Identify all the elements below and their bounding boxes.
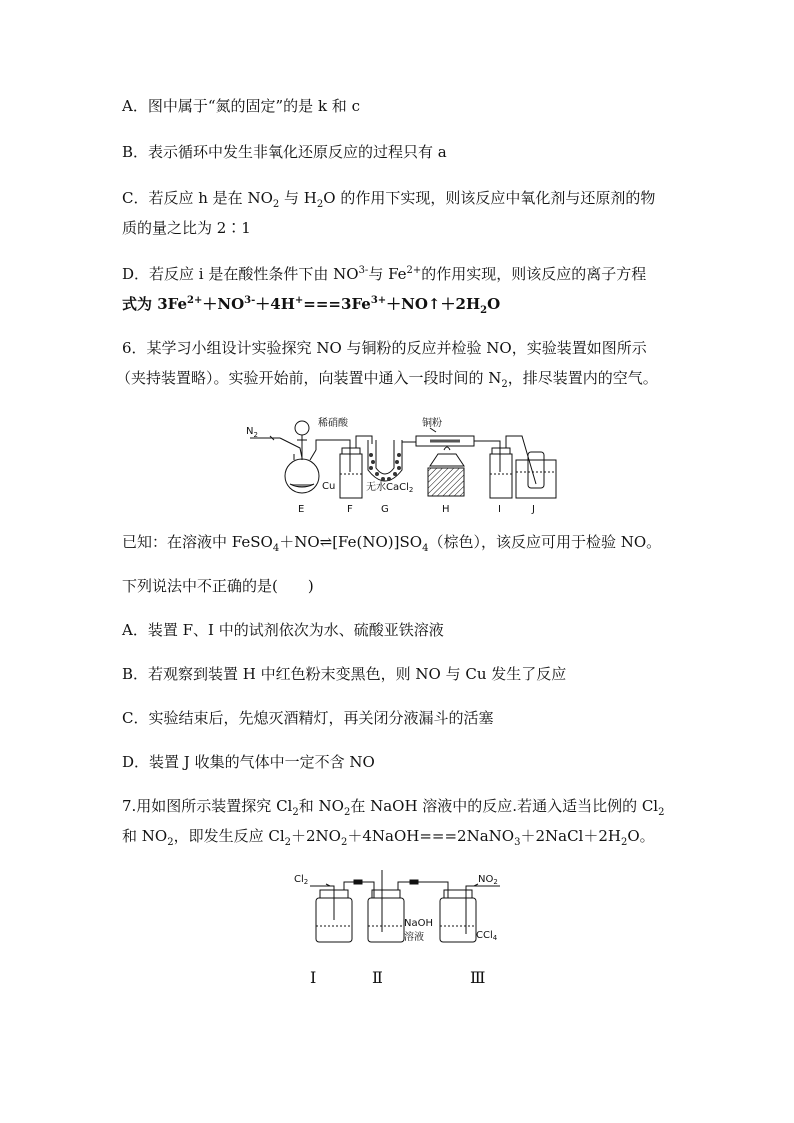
connector-1: [354, 880, 362, 884]
superscript: 2+: [187, 295, 203, 306]
q7-stem-line2: [122, 826, 655, 846]
label-bottle-3: Ⅲ: [470, 970, 486, 987]
text: 式为 3Fe: [122, 295, 188, 313]
subscript: 2: [340, 837, 348, 848]
subscript: 2: [284, 837, 291, 848]
q6-option-a: A．装置 F、I 中的试剂依次为水、硫酸亚铁溶液: [122, 621, 444, 639]
label-cl2: $Cl_2$: [294, 874, 309, 886]
label-f: F: [347, 504, 353, 515]
tube-2-to-3: [398, 882, 448, 898]
q7-apparatus-diagram: [290, 868, 510, 948]
subscript: 2: [658, 807, 665, 818]
text: O: [487, 295, 501, 313]
subscript: 4: [272, 543, 280, 554]
text: ＋4NaOH===2NaNO: [347, 827, 515, 845]
q6-known: [122, 532, 661, 552]
subscript: 2: [167, 837, 174, 848]
label-i: I: [498, 504, 501, 515]
subscript: 2: [272, 199, 280, 210]
text: 的作用实现，则该反应的离子方程: [421, 265, 647, 283]
label-bottle-1: Ⅰ: [310, 970, 317, 987]
label-h: H: [442, 504, 450, 515]
text: ===3Fe: [303, 295, 371, 313]
text: （棕色），该反应可用于检验 NO。: [428, 533, 662, 551]
u-tube-g-inner: [376, 440, 394, 474]
q6-option-c: C．实验结束后，先熄灭酒精灯，再关闭分液漏斗的活塞: [122, 709, 494, 727]
dropping-funnel: [295, 421, 309, 435]
bottle-2-stopper: [372, 890, 400, 898]
q6-stem-line2: [116, 368, 658, 388]
flask-e: [285, 459, 319, 493]
subscript: 2: [316, 199, 324, 210]
flask-e-side-neck: [310, 450, 316, 460]
text: D．若反应 i 是在酸性条件下由 NO: [122, 265, 359, 283]
text: 已知：在溶液中 FeSO: [122, 533, 273, 551]
text: 与 H: [279, 189, 317, 207]
text: ＋NO↑＋2H: [386, 295, 481, 313]
tube-e-to-f: [316, 440, 350, 472]
superscript: 2+: [406, 265, 422, 276]
q5-option-d-line1: [122, 264, 646, 284]
subscript: 4: [422, 543, 429, 554]
q5-option-a: A．图中属于“氮的固定”的是 k 和 c: [122, 97, 360, 115]
label-dilute-nitric-acid: 稀硝酸: [318, 418, 348, 429]
alcohol-lamp-flame-shield: [430, 454, 464, 466]
q5-option-d-line2: [122, 294, 500, 314]
q6-stem-line1: 6．某学习小组设计实验探究 NO 与铜粉的反应并检验 NO，实验装置如图所示: [122, 339, 647, 357]
q5-option-b: B．表示循环中发生非氧化还原反应的过程只有 a: [122, 143, 447, 161]
label-e: E: [298, 504, 305, 515]
q7-stem-line1: [122, 796, 664, 816]
text: C．若反应 h 是在 NO: [122, 189, 273, 207]
bottle-3: [440, 898, 476, 942]
bottle-i-stopper: [492, 448, 510, 454]
label-n2: $N_2$: [246, 426, 258, 439]
label-bottle-2: Ⅱ: [372, 970, 383, 987]
text: 在 NaOH 溶液中的反应.若通入适当比例的 Cl: [350, 797, 659, 815]
subscript: 2: [292, 807, 299, 818]
label-solution: 溶液: [404, 932, 424, 943]
superscript: 3-: [244, 295, 256, 306]
subscript: 2: [480, 305, 488, 316]
superscript: +: [294, 295, 304, 306]
text: ＋NO: [202, 295, 245, 313]
text: 和 NO: [298, 797, 344, 815]
tube-f-to-g: [356, 436, 372, 448]
text: [Fe(NO)]SO: [332, 533, 423, 551]
text: ＋2NO: [291, 827, 341, 845]
text: （夹持装置略）。实验开始前，向装置中通入一段时间的 N: [116, 369, 502, 387]
text: O。: [627, 827, 655, 845]
q6-option-b: B．若观察到装置 H 中红色粉末变黑色，则 NO 与 Cu 发生了反应: [122, 665, 567, 683]
text: 和 NO: [122, 827, 168, 845]
label-naoh: NaOH: [404, 918, 433, 929]
text: ＋2NaCl＋2H: [520, 827, 621, 845]
bottle-2: [368, 898, 404, 942]
tube-h-to-i: [474, 441, 500, 472]
q5-option-c-line1: [122, 188, 655, 208]
label-anhydrous-cacl2: 无水CaCl$_2$: [366, 482, 414, 494]
text: ，排尽装置内的空气。: [507, 369, 658, 387]
text: 与 Fe: [368, 265, 407, 283]
q6-option-d: D．装置 J 收集的气体中一定不含 NO: [122, 753, 375, 771]
subscript: 2: [343, 807, 351, 818]
equilibrium-arrow: ⇌: [319, 533, 333, 551]
text: 7.用如图所示装置探究 Cl: [122, 797, 293, 815]
bottle-i: [490, 454, 512, 498]
text: ＋NO: [279, 533, 320, 551]
q6-apparatus-diagram: [240, 410, 560, 520]
superscript: 3-: [358, 265, 369, 276]
q5-option-c-line2: 质的量之比为 2∶1: [122, 219, 251, 237]
label-cu: Cu: [322, 481, 336, 492]
cu-solid: [290, 484, 314, 487]
label-ccl4: CCl$_4$: [476, 930, 498, 942]
trough-j: [516, 460, 556, 498]
connector-2: [410, 880, 418, 884]
label-no2: $NO_2$: [478, 874, 498, 886]
tube-to-e: [280, 438, 302, 458]
bottle-f: [340, 454, 362, 498]
subscript: 3: [514, 837, 521, 848]
q6-ask: 下列说法中不正确的是( ): [122, 577, 314, 595]
subscript: 2: [501, 379, 508, 390]
text: O 的作用下实现，则该反应中氧化剂与还原剂的物: [323, 189, 656, 207]
label-j: J: [532, 504, 535, 515]
label-copper-powder: 铜粉: [422, 418, 442, 429]
cl2-inlet-tube: [310, 886, 334, 920]
subscript: 2: [620, 837, 628, 848]
flame: [444, 447, 450, 450]
alcohol-lamp-h: [428, 468, 464, 496]
superscript: 3+: [370, 295, 387, 306]
no2-inlet-tube: [466, 886, 500, 934]
text: ＋4H: [255, 295, 295, 313]
text: ，即发生反应 Cl: [173, 827, 285, 845]
label-g: G: [381, 504, 389, 515]
bottle-f-stopper: [342, 448, 360, 454]
